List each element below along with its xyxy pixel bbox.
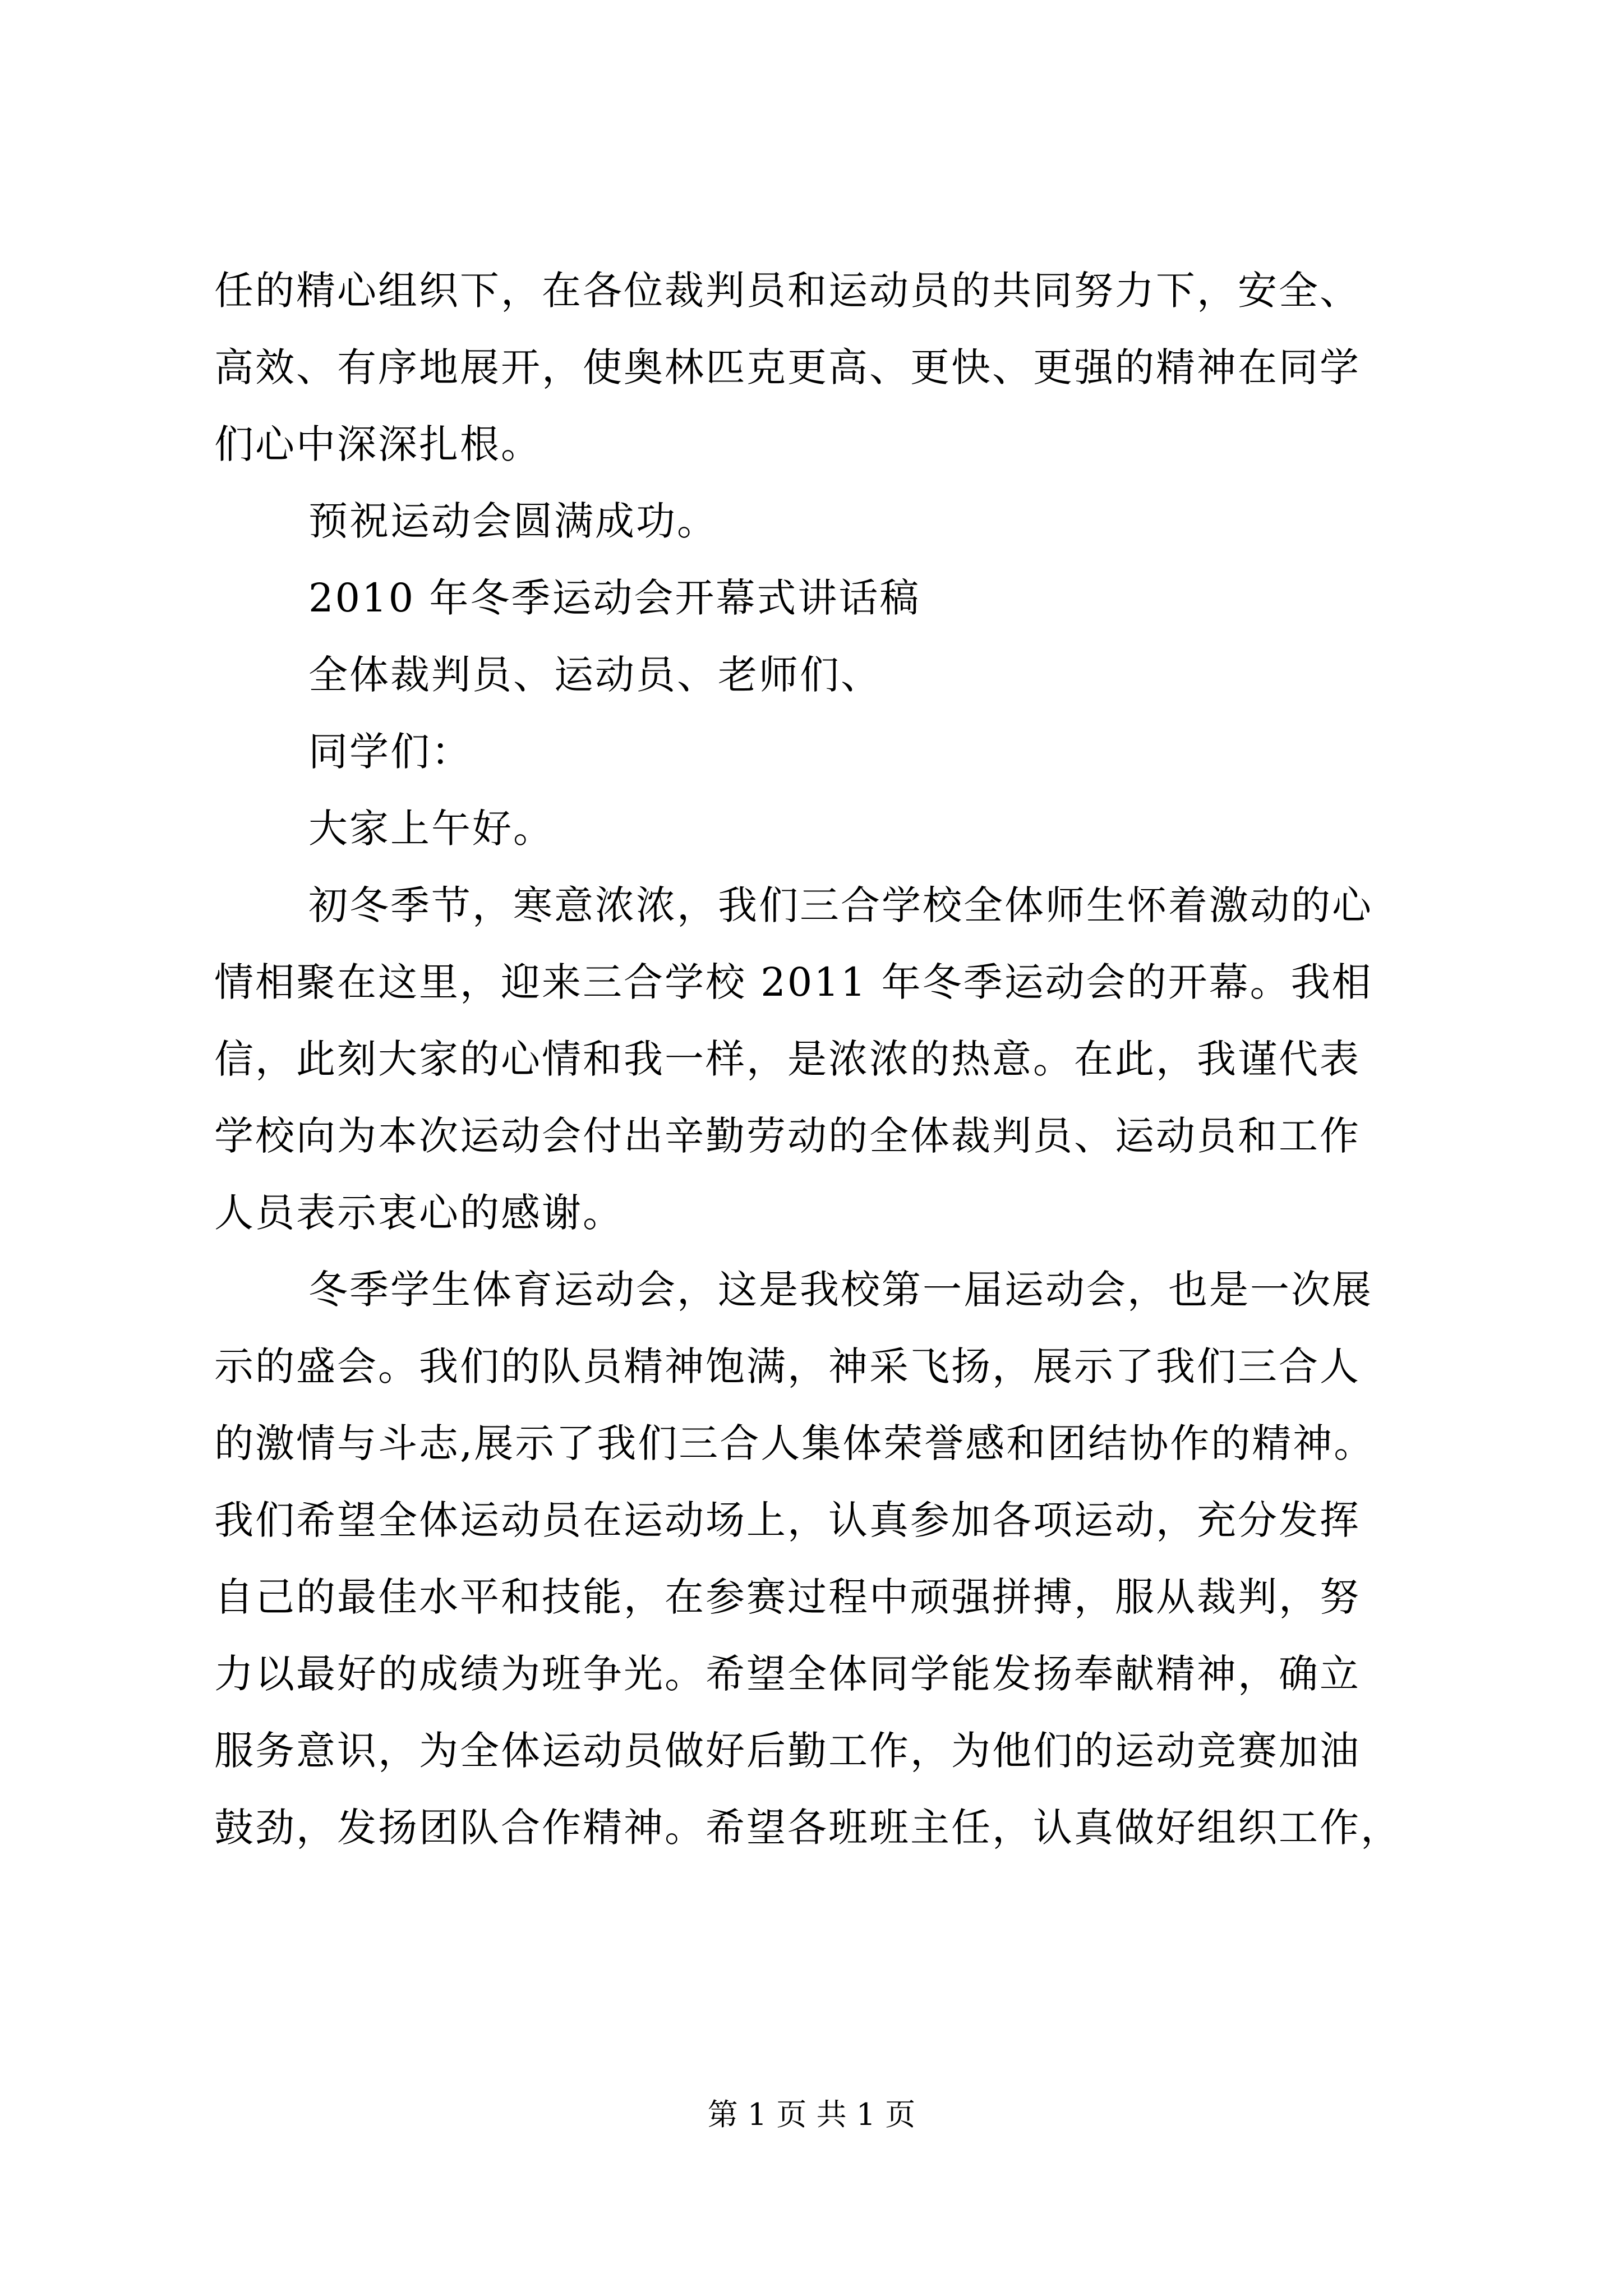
text-line: 初冬季节，寒意浓浓，我们三合学校全体师生怀着激动的心 (308, 882, 1373, 928)
text-line: 高效、有序地展开，使奥林匹克更高、更快、更强的精神在同学 (214, 344, 1361, 390)
text-line: 预祝运动会圆满成功。 (308, 498, 718, 544)
document-subtitle: 2010 年冬季运动会开幕式讲话稿 (308, 575, 921, 621)
salutation-line: 全体裁判员、运动员、老师们、 (308, 652, 882, 698)
text-line: 力以最好的成绩为班争光。希望全体同学能发扬奉献精神，确立 (214, 1651, 1361, 1697)
text-line: 人员表示衷心的感谢。 (214, 1190, 624, 1236)
text-line: 服务意识，为全体运动员做好后勤工作，为他们的运动竞赛加油 (214, 1728, 1361, 1774)
greeting-line: 大家上午好。 (308, 806, 554, 852)
text-line: 鼓劲，发扬团队合作精神。希望各班班主任，认真做好组织工作， (214, 1805, 1401, 1851)
text-line: 冬季学生体育运动会，这是我校第一届运动会，也是一次展 (308, 1267, 1373, 1313)
text-line: 们心中深深扎根。 (214, 421, 542, 467)
document-body (214, 252, 1437, 1866)
text-line: 情相聚在这里，迎来三合学校 2011 年冬季运动会的开幕。我相 (214, 959, 1373, 1005)
text-line: 的激情与斗志,展示了我们三合人集体荣誉感和团结协作的精神。 (214, 1420, 1375, 1466)
page-footer: 第 1 页 共 1 页 (707, 2097, 916, 2132)
salutation-line: 同学们： (308, 729, 472, 775)
text-line: 示的盛会。我们的队员精神饱满，神采飞扬，展示了我们三合人 (214, 1343, 1361, 1389)
text-line: 学校向为本次运动会付出辛勤劳动的全体裁判员、运动员和工作 (214, 1113, 1361, 1159)
text-line: 自己的最佳水平和技能，在参赛过程中顽强拼搏，服从裁判，努 (214, 1574, 1361, 1620)
text-line: 我们希望全体运动员在运动场上，认真参加各项运动，充分发挥 (214, 1497, 1361, 1543)
text-line: 任的精心组织下，在各位裁判员和运动员的共同努力下，安全、 (214, 268, 1361, 314)
text-line: 信，此刻大家的心情和我一样，是浓浓的热意。在此，我谨代表 (214, 1036, 1361, 1082)
